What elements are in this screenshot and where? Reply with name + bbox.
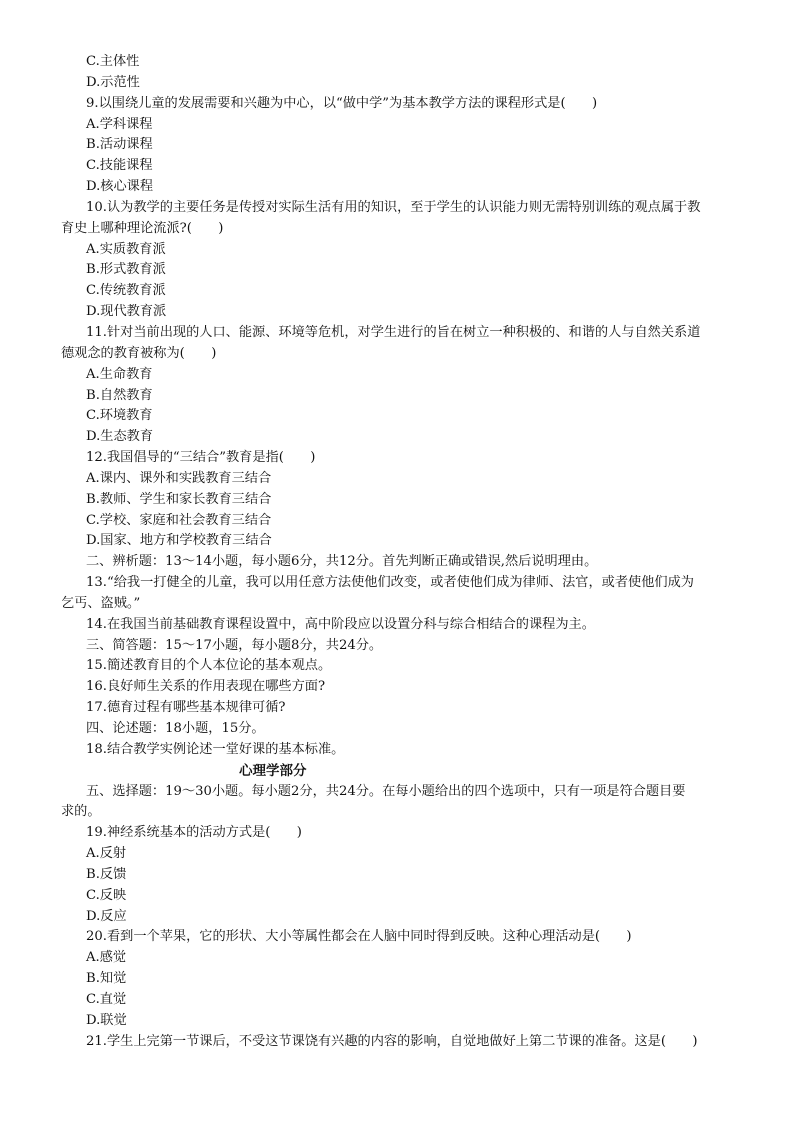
- question-text: 21.学生上完第一节课后，不受这节课饶有兴趣的内容的影响，自觉地做好上第二节课的准备。这是( ): [86, 1033, 698, 1049]
- question-text: 10.认为教学的主要任务是传授对实际生活有用的知识，至于学生的认识能力则无需特别训练的观点属于教: [86, 199, 701, 215]
- answer-option: B.活动课程: [86, 137, 153, 153]
- question-text: 16.良好师生关系的作用表现在哪些方面?: [86, 679, 326, 695]
- answer-option: C.传统教育派: [86, 283, 166, 299]
- answer-option: C.直觉: [86, 991, 127, 1007]
- answer-option: B.自然教育: [86, 387, 153, 403]
- answer-option: D.联觉: [86, 1012, 127, 1028]
- question-text: 14.在我国当前基础教育课程设置中，高中阶段应以设置分科与综合相结合的课程为主。: [86, 616, 595, 632]
- answer-option: D.国家、地方和学校教育三结合: [86, 533, 272, 549]
- answer-option: A.生命教育: [86, 366, 153, 382]
- section-title: 心理学部分: [239, 762, 307, 779]
- question-text: 17.德育过程有哪些基本规律可循?: [86, 700, 286, 716]
- question-text: 20.看到一个苹果，它的形状、大小等属性都会在人脑中同时得到反映。这种心理活动是( ): [86, 929, 632, 945]
- section-heading: 五、选择题：19～30小题。每小题2分，共24分。在每小题给出的四个选项中，只有一项是符合题目要: [86, 783, 686, 799]
- answer-option: B.知觉: [86, 971, 127, 987]
- answer-option: B.反馈: [86, 866, 127, 882]
- section-heading: 四、论述题：18小题，15分。: [86, 721, 265, 736]
- question-text: 18.结合教学实例论述一堂好课的基本标准。: [86, 741, 345, 757]
- answer-option: A.实质教育派: [86, 241, 166, 257]
- answer-option: C.学校、家庭和社会教育三结合: [86, 512, 272, 528]
- answer-option: D.现代教育派: [86, 304, 167, 320]
- answer-option: D.反应: [86, 908, 127, 924]
- answer-option: A.感觉: [86, 950, 127, 966]
- question-text: 12.我国倡导的“三结合”教育是指( ): [86, 450, 316, 466]
- exam-page: [0, 52, 794, 1053]
- question-text: 9.以围绕儿童的发展需要和兴趣为中心，以“做中学”为基本教学方法的课程形式是( ): [86, 95, 598, 111]
- answer-option: A.反射: [86, 846, 127, 862]
- question-text: 11.针对当前出现的人口、能源、环境等危机，对学生进行的旨在树立一种积极的、和谐的人与自然关系道: [86, 324, 701, 340]
- question-text: 19.神经系统基本的活动方式是( ): [86, 825, 302, 841]
- answer-option: A.学科课程: [86, 116, 153, 132]
- answer-option: C.环境教育: [86, 408, 153, 424]
- question-text: 求的。: [61, 804, 101, 820]
- question-text: 13.“给我一打健全的儿童，我可以用任意方法使他们改变，或者使他们成为律师、法官，或者使他们成为: [86, 575, 694, 591]
- answer-option: C.技能课程: [86, 158, 153, 174]
- section-heading: 三、简答题：15～17小题，每小题8分，共24分。: [86, 637, 383, 653]
- section-heading: 二、辨析题：13～14小题，每小题6分，共12分。首先判断正确或错误,然后说明理由。: [86, 554, 598, 570]
- answer-option: C.主体性: [86, 54, 140, 69]
- answer-option: C.反映: [86, 887, 127, 903]
- question-text: 15.簡述教育目的个人本位论的基本观点。: [86, 658, 332, 674]
- answer-option: D.示范性: [86, 74, 140, 90]
- question-text: 乞丐、盗贼。”: [61, 595, 141, 611]
- question-text: 德观念的教育被称为( ): [61, 345, 217, 361]
- answer-option: A.课内、课外和实践教育三结合: [86, 470, 272, 486]
- answer-option: D.核心课程: [86, 179, 154, 195]
- answer-option: B.教师、学生和家长教育三结合: [86, 491, 272, 507]
- answer-option: B.形式教育派: [86, 262, 166, 278]
- answer-option: D.生态教育: [86, 429, 154, 445]
- question-text: 育史上哪种理论流派?( ): [61, 220, 224, 236]
